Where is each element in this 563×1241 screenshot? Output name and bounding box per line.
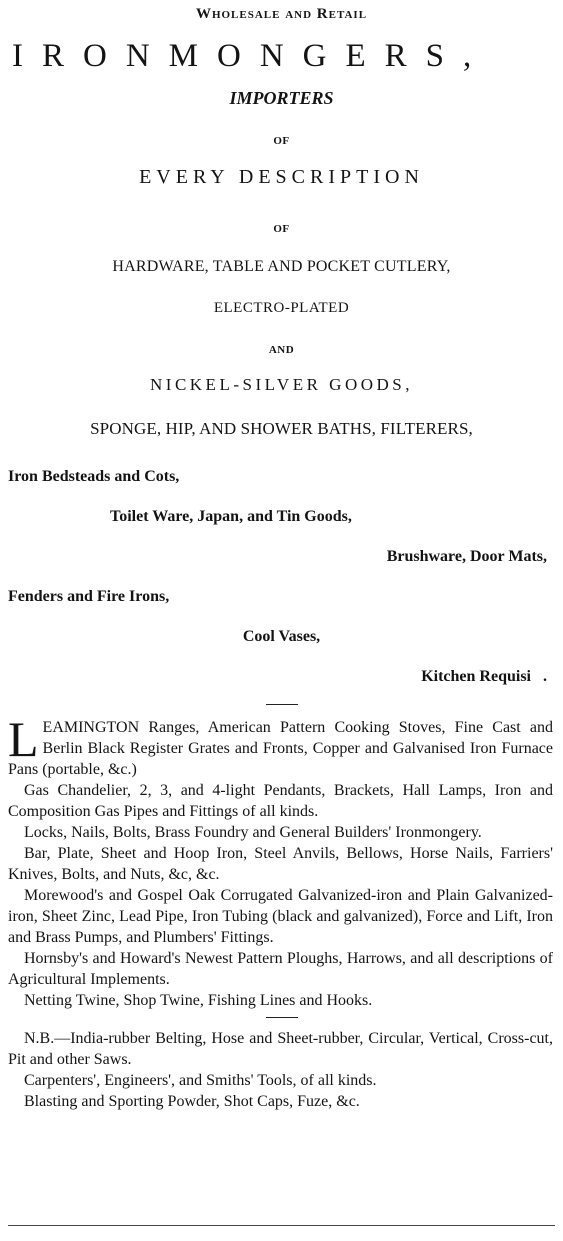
morewood-paragraph: Morewood's and Gospel Oak Corrugated Galvanized-iron and Plain Galvanized-iron, Sheet Zinc, Lead Pipe, Iron Tubing (black and galvanized), Force and Lift, Iron and Brass Pumps, and Plumbers' Fittings. <box>8 887 553 946</box>
fenders-line: Fenders and Fire Irons, <box>8 588 170 605</box>
and-line: AND <box>268 344 295 356</box>
baths-line: SPONGE, HIP, AND SHOWER BATHS, FILTERERS, <box>90 419 473 438</box>
drop-cap-letter: L <box>8 711 39 767</box>
ironmongers-heading: IRONMONGERS, <box>12 38 491 74</box>
bedsteads-line: Iron Bedsteads and Cots, <box>8 468 180 485</box>
hornsby-paragraph: Hornsby's and Howard's Newest Pattern Ploughs, Harrows, and all descriptions of Agricultural Implements. <box>8 950 553 988</box>
leamington-paragraph <box>8 711 553 780</box>
leamington-text: EAMINGTON Ranges, American Pattern Cooking Stoves, Fine Cast and Berlin Black Register Grates and Fronts, Copper and Galvanised Iron Furnace Pans (portable, &c.) <box>8 719 553 778</box>
nickel-silver-line: NICKEL-SILVER GOODS, <box>150 375 413 394</box>
section-divider-1 <box>266 704 298 705</box>
nb-belting-paragraph: N.B.—India-rubber Belting, Hose and Sheet-rubber, Circular, Vertical, Cross-cut, Pit and other Saws. <box>8 1030 553 1068</box>
toilet-ware-line: Toilet Ware, Japan, and Tin Goods, <box>110 508 352 525</box>
brushware-line: Brushware, Door Mats, <box>386 548 547 565</box>
hardware-line: HARDWARE, TABLE AND POCKET CUTLERY, <box>112 258 451 275</box>
cool-vases-line: Cool Vases, <box>242 628 321 645</box>
section-divider-2 <box>266 1017 298 1018</box>
of-line-1: OF <box>273 135 290 147</box>
nota-bene-list <box>8 1028 555 1112</box>
netting-paragraph: Netting Twine, Shop Twine, Fishing Lines and Hooks. <box>24 992 373 1009</box>
gas-paragraph: Gas Chandelier, 2, 3, and 4-light Pendants, Brackets, Hall Lamps, Iron and Composition Gas Pipes and Fittings of all kinds. <box>8 782 553 820</box>
importers-line: IMPORTERS <box>229 88 334 108</box>
locks-paragraph: Locks, Nails, Bolts, Brass Foundry and General Builders' Ironmongery. <box>24 824 482 841</box>
product-list <box>8 711 555 1011</box>
electro-plated-line: ELECTRO-PLATED <box>213 300 350 316</box>
tools-paragraph: Carpenters', Engineers', and Smiths' Tools, of all kinds. <box>24 1072 377 1089</box>
kitchen-requisites-line: Kitchen Requisi . <box>421 668 547 685</box>
powder-paragraph: Blasting and Sporting Powder, Shot Caps, Fuze, &c. <box>24 1093 360 1110</box>
bar-iron-paragraph: Bar, Plate, Sheet and Hoop Iron, Steel Anvils, Bellows, Horse Nails, Farriers' Knives, Bolts, and Nuts, &c, &c. <box>8 845 553 883</box>
wholesale-retail-line: Wholesale and Retail <box>195 6 368 22</box>
bottom-border-rule <box>8 1225 555 1226</box>
of-line-2: OF <box>273 223 290 235</box>
every-description-line: EVERY DESCRIPTION <box>139 166 424 188</box>
